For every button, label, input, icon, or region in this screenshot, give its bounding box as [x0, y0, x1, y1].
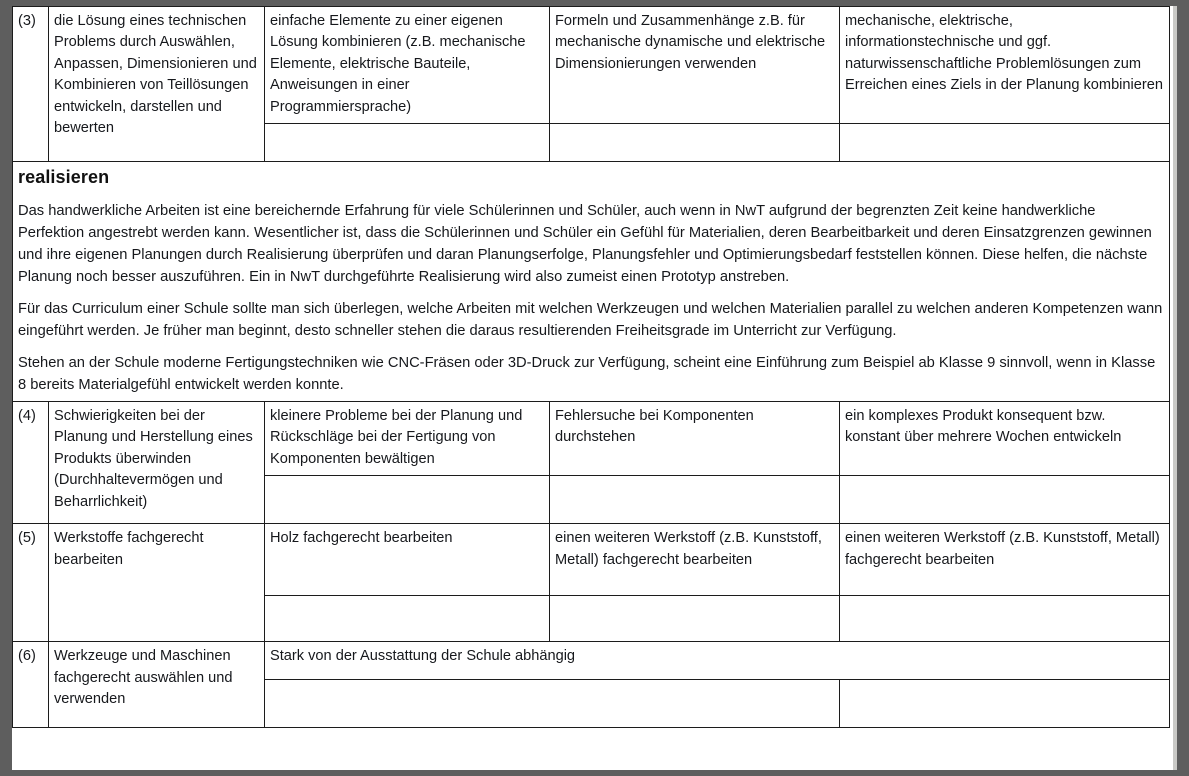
row-level-3: einen weiteren Werkstoff (z.B. Kunststoff, Metall) fachgerecht bearbeiten [840, 524, 1170, 596]
row-subcell-3 [840, 596, 1170, 642]
row-number: (6) [13, 642, 49, 728]
row-number: (3) [13, 7, 49, 162]
row-number: (4) [13, 401, 49, 523]
competency-table [12, 6, 1170, 728]
row-subcell-2 [840, 680, 1170, 728]
realisieren-band [13, 162, 1170, 402]
row-subcell-2 [550, 124, 840, 162]
band-paragraph-1: Das handwerkliche Arbeiten ist eine bereichernde Erfahrung für viele Schülerinnen und Schüler, auch wenn in NwT aufgrund der begrenzten Zeit keine handwerkliche Perfektion angestrebt werden kann. Wesentlicher ist, dass die Schülerinnen und Schüler ein Gefühl für Materialien, deren Bearbeitbarkeit und deren Einsatzgrenzen gewinnen und ihre eigenen Planungen durch Realisierung überprüfen und daran Planungserfolge, Planungsfehler und Optimierungsbedarf feststellen können. Diese helfen, die nächste Planung noch besser auszuführen. Ein in NwT durchgeführte Realisierung wird also zumeist einen Prototyp anstreben. [18, 202, 1152, 285]
row-level-1: einfache Elemente zu einer eigenen Lösung kombinieren (z.B. mechanische Elemente, elektrische Bauteile, Anweisungen in einer Programmiersprache) [265, 7, 550, 124]
row-subcell-2 [550, 596, 840, 642]
band-title: realisieren [18, 167, 110, 188]
table-row [13, 401, 1170, 475]
row-competency-description: Schwierigkeiten bei der Planung und Herstellung eines Produkts überwinden (Durchhaltevermögen und Beharrlichkeit) [49, 401, 265, 523]
row-subcell-1 [265, 596, 550, 642]
row-subcell-2 [550, 476, 840, 524]
row-competency-description: Werkzeuge und Maschinen fachgerecht auswählen und verwenden [49, 642, 265, 728]
highlight-band-row [13, 162, 1170, 402]
row-subcell-1 [265, 124, 550, 162]
row-level-3: ein komplexes Produkt konsequent bzw. konstant über mehrere Wochen entwickeln [840, 401, 1170, 475]
document-sheet [12, 6, 1177, 770]
row-level-2: Fehlersuche bei Komponenten durchstehen [550, 401, 840, 475]
table-row [13, 524, 1170, 596]
row-level-2: einen weiteren Werkstoff (z.B. Kunststoff, Metall) fachgerecht bearbeiten [550, 524, 840, 596]
table-row [13, 7, 1170, 124]
row-competency-description: die Lösung eines technischen Problems durch Auswählen, Anpassen, Dimensionieren und Kombinieren von Teillösungen entwickeln, darstellen und bewerten [49, 7, 265, 162]
row-subcell-1 [265, 476, 550, 524]
row-subcell-3 [840, 124, 1170, 162]
table-row [13, 642, 1170, 680]
row-competency-description: Werkstoffe fachgerecht bearbeiten [49, 524, 265, 642]
band-paragraph-2: Für das Curriculum einer Schule sollte man sich überlegen, welche Arbeiten mit welchen Werkzeugen und welchen Materialien parallel zu welchen anderen Kompetenzen wann eingeführt werden. Je früher man beginnt, desto schneller stehen die daraus resultierenden Freiheitsgrade im Unterricht zur Verfügung. [18, 300, 1163, 339]
row-level-1: kleinere Probleme bei der Planung und Rückschläge bei der Fertigung von Komponenten bewältigen [265, 401, 550, 475]
row-level-1: Holz fachgerecht bearbeiten [265, 524, 550, 596]
row-subcell-3 [840, 476, 1170, 524]
row-level-3: mechanische, elektrische, informationstechnische und ggf. naturwissenschaftliche Problemlösungen zum Erreichen eines Ziels in der Planung kombinieren [840, 7, 1170, 124]
row-number: (5) [13, 524, 49, 642]
band-paragraph-3: Stehen an der Schule moderne Fertigungstechniken wie CNC-Fräsen oder 3D-Druck zur Verfügung, scheint eine Einführung zum Beispiel ab Klasse 9 sinnvoll, wenn in Klasse 8 bereits Materialgefühl entwickelt werden konnte. [18, 354, 1156, 393]
row-level-2: Formeln und Zusammenhänge z.B. für mechanische dynamische und elektrische Dimensionierungen verwenden [550, 7, 840, 124]
row-subcell-1 [265, 680, 840, 728]
row-merged-note: Stark von der Ausstattung der Schule abhängig [265, 642, 1170, 680]
